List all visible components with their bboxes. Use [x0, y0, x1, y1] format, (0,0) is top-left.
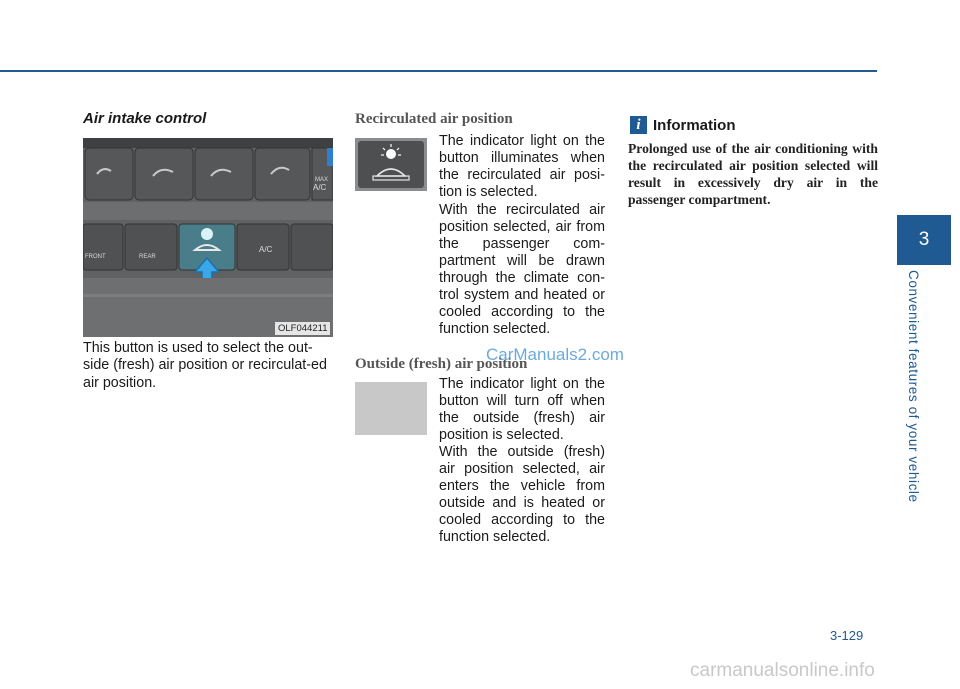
- recirculated-para-2: With the recirculated air position selected, air from the passenger com-partment will be drawn through the climate con-trol system and heated or cooled according to the function selected.: [439, 202, 605, 337]
- outside-button-image: [355, 382, 427, 435]
- info-title: Information: [653, 117, 736, 134]
- info-icon: i: [630, 116, 647, 134]
- front-label: FRONT: [85, 254, 106, 260]
- climate-panel-illustration: [83, 138, 333, 337]
- recirculated-heading: Recirculated air position: [355, 111, 513, 127]
- outside-para-2: With the outside (fresh) air position selected, air enters the vehicle from outside and is heated or cooled according to the function selected.: [439, 444, 605, 545]
- recirculated-button-image: [355, 138, 427, 191]
- section-title: Air intake control: [83, 110, 207, 127]
- climate-panel-photo: [83, 138, 333, 337]
- ac-label-top: A/C: [313, 183, 327, 192]
- outside-para-1: The indicator light on the button will turn off when the outside (fresh) air position is selected.: [439, 376, 605, 443]
- page-number: 3-129: [830, 628, 864, 643]
- recirculated-para-1: The indicator light on the button illuminates when the recirculated air posi-tion is selected.: [439, 133, 605, 200]
- watermark-center: CarManuals2.com: [486, 345, 624, 364]
- max-label: MAX: [315, 177, 329, 183]
- photo-code: OLF044211: [275, 322, 330, 335]
- info-body: Prolonged use of the air conditioning with the recirculated air position selected will result in excessively dry air in the passenger compartment.: [628, 141, 878, 207]
- rear-label: REAR: [139, 254, 156, 260]
- chapter-side-title: [897, 270, 921, 503]
- section-body: This button is used to select the out-side (fresh) air position or recirculat-ed air position.: [83, 340, 327, 391]
- chapter-title: Convenient features of your vehicle: [906, 270, 921, 503]
- outside-heading: Outside (fresh) air position: [355, 356, 528, 372]
- watermark-bottom: carmanualsonline.info: [690, 660, 875, 681]
- top-rule: [0, 70, 877, 72]
- ac-label-bottom: A/C: [259, 245, 273, 254]
- chapter-tab: 3: [897, 215, 951, 265]
